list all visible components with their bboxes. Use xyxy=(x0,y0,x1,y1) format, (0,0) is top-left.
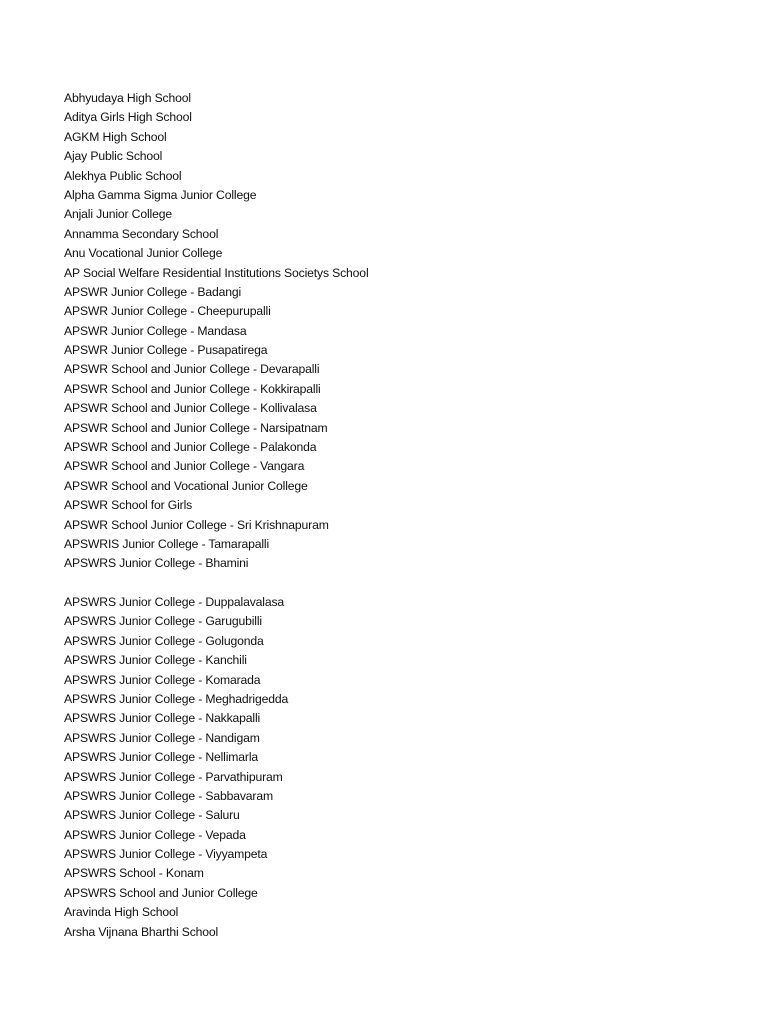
school-name-item: APSWRS Junior College - Vepada xyxy=(64,827,246,842)
school-name-item: APSWRS School - Konam xyxy=(64,866,204,881)
school-name-item: APSWR School and Vocational Junior College xyxy=(64,478,308,493)
school-name-item: APSWR School and Junior College - Kollivalasa xyxy=(64,401,317,416)
school-name-item: Abhyudaya High School xyxy=(64,91,191,105)
school-name-item: Alpha Gamma Sigma Junior College xyxy=(64,187,257,202)
school-name-item: AP Social Welfare Residential Institutions Societys School xyxy=(64,265,369,280)
school-name-item: APSWR School and Junior College - Vangara xyxy=(64,459,305,474)
school-name-item: APSWRS School and Junior College xyxy=(64,885,258,900)
school-name-item: Arsha Vijnana Bharthi School xyxy=(64,924,219,939)
school-name-item: APSWR Junior College - Mandasa xyxy=(64,323,247,338)
school-name-item: Annamma Secondary School xyxy=(64,226,219,241)
school-name-item: APSWRIS Junior College - Tamarapalli xyxy=(64,536,270,551)
school-name-item: APSWR School Junior College - Sri Krishnapuram xyxy=(64,517,329,532)
school-name-item: APSWRS Junior College - Meghadrigedda xyxy=(64,691,289,706)
school-name-item: APSWRS Junior College - Viyyampeta xyxy=(64,847,268,862)
school-name-item: APSWR School for Girls xyxy=(64,498,193,513)
school-list-first-group xyxy=(64,89,369,574)
school-name-item: Aravinda High School xyxy=(64,905,179,920)
school-name-item: APSWRS Junior College - Nandigam xyxy=(64,730,260,745)
school-name-item: APSWR School and Junior College - Palakonda xyxy=(64,440,317,455)
school-name-item: APSWRS Junior College - Golugonda xyxy=(64,633,264,648)
school-name-item: APSWRS Junior College - Parvathipuram xyxy=(64,769,283,784)
school-name-item: Anjali Junior College xyxy=(64,207,172,222)
school-name-item: APSWRS Junior College - Duppalavalasa xyxy=(64,595,285,609)
school-name-item: APSWRS Junior College - Kanchili xyxy=(64,653,247,668)
school-name-item: Anu Vocational Junior College xyxy=(64,246,223,261)
school-name-item: APSWRS Junior College - Nellimarla xyxy=(64,750,259,765)
school-name-item: APSWRS Junior College - Saluru xyxy=(64,808,240,823)
school-name-item: APSWRS Junior College - Nakkapalli xyxy=(64,711,261,726)
school-name-item: APSWRS Junior College - Sabbavaram xyxy=(64,788,273,803)
school-name-item: APSWRS Junior College - Komarada xyxy=(64,672,261,687)
school-name-item: APSWR School and Junior College - Kokkirapalli xyxy=(64,381,321,396)
school-list-second-group xyxy=(64,593,288,942)
school-name-item: APSWRS Junior College - Garugubilli xyxy=(64,614,262,629)
school-name-item: APSWRS Junior College - Bhamini xyxy=(64,556,249,571)
school-name-item: APSWR Junior College - Cheepurupalli xyxy=(64,304,271,319)
school-name-item: APSWR School and Junior College - Devarapalli xyxy=(64,362,320,377)
school-name-item: Ajay Public School xyxy=(64,149,163,164)
school-name-item: APSWR School and Junior College - Narsipatnam xyxy=(64,420,328,435)
school-name-item: Alekhya Public School xyxy=(64,168,182,183)
school-name-item: Aditya Girls High School xyxy=(64,110,192,125)
school-name-item: AGKM High School xyxy=(64,129,167,144)
school-name-item: APSWR Junior College - Badangi xyxy=(64,284,242,299)
school-name-item: APSWR Junior College - Pusapatirega xyxy=(64,343,268,358)
